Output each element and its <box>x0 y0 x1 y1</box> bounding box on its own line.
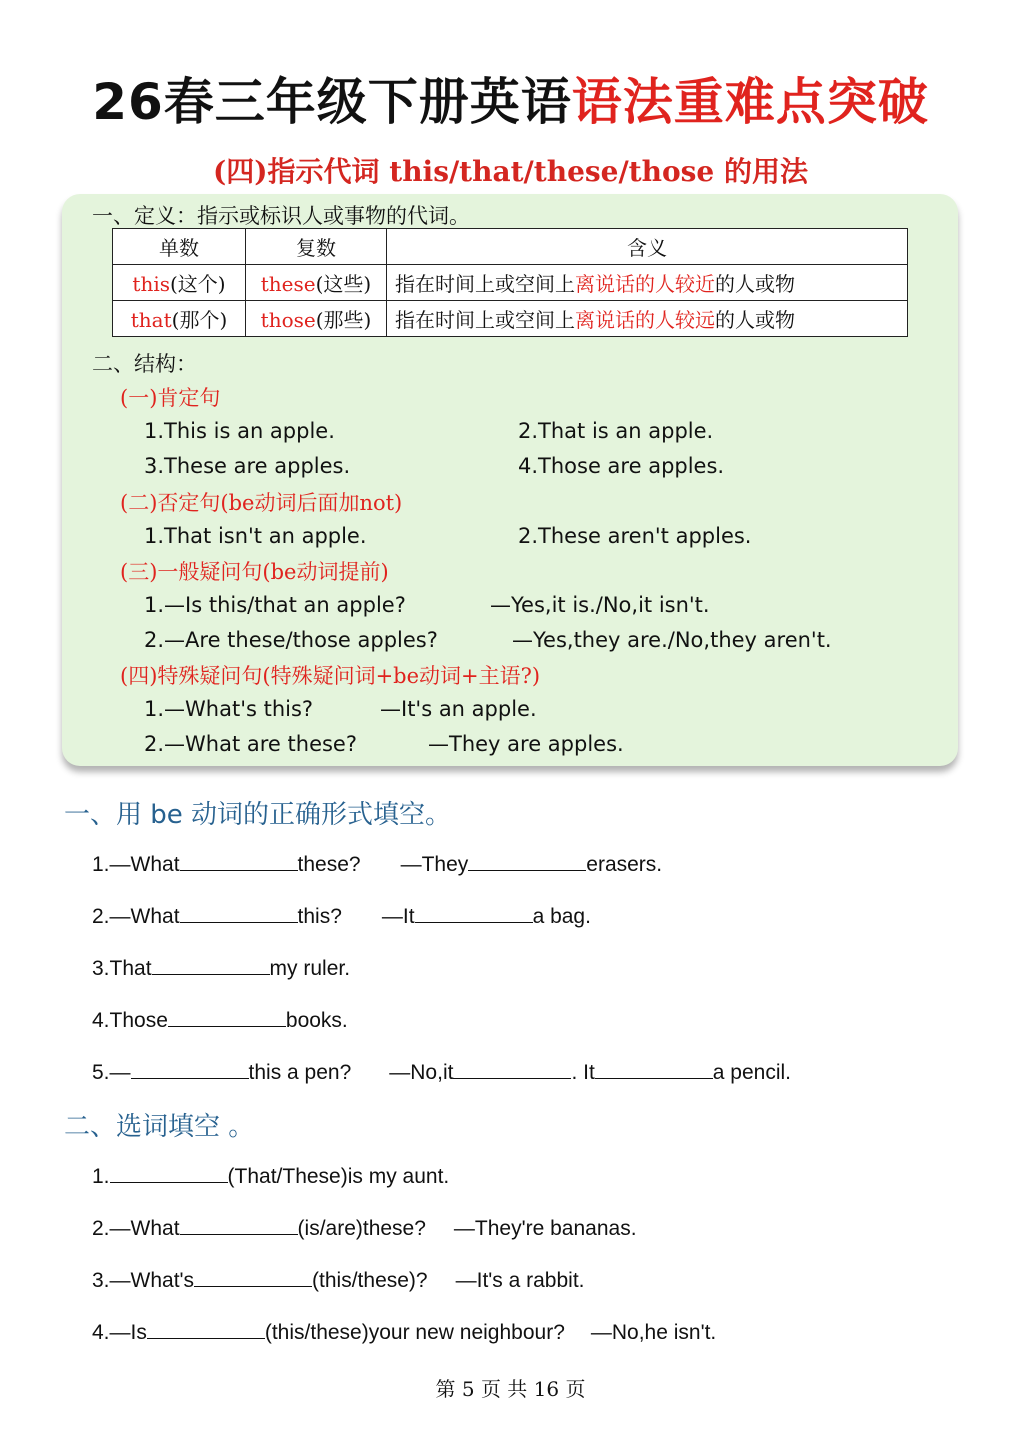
table-header-row <box>113 229 908 265</box>
exercise2-item-3: 3.—What's (this/these)? —It's a rabbit. <box>92 1266 585 1293</box>
wh-heading: (四)特殊疑问句(特殊疑问词+be动词+主语?) <box>120 664 541 688</box>
header-singular: 单数 <box>113 229 246 265</box>
example-question: 1.—Is this/that an apple? <box>144 593 406 617</box>
example-answer: —It's an apple. <box>380 697 537 721</box>
header-plural: 复数 <box>246 229 387 265</box>
answer-blank[interactable] <box>180 1214 298 1235</box>
cell-meaning: 指在时间上或空间上离说话的人较远的人或物 <box>387 301 908 337</box>
affirmative-heading: (一)肯定句 <box>120 386 221 410</box>
exercise2-item-1: 1. (That/These)is my aunt. <box>92 1162 449 1189</box>
cell-singular: that(那个) <box>113 301 246 337</box>
cell-meaning: 指在时间上或空间上离说话的人较近的人或物 <box>387 265 908 301</box>
structure-heading: 二、结构： <box>92 352 197 376</box>
cell-plural: these(这些) <box>246 265 387 301</box>
answer-blank[interactable] <box>453 1058 571 1079</box>
example-line: 3.These are apples. <box>144 454 351 478</box>
cell-singular: this(这个) <box>113 265 246 301</box>
example-answer: —They are apples. <box>428 732 624 756</box>
cell-plural: those(那些) <box>246 301 387 337</box>
yes-no-heading: (三)一般疑问句(be动词提前) <box>120 560 389 584</box>
example-answer: —Yes,they are./No,they aren't. <box>512 628 832 652</box>
answer-blank[interactable] <box>180 850 298 871</box>
exercise1-heading: 一、用 be 动词的正确形式填空。 <box>64 800 452 830</box>
page-subtitle: (四)指示代词 this/that/these/those 的用法 <box>213 155 808 188</box>
example-question: 2.—What are these? <box>144 732 357 756</box>
answer-blank[interactable] <box>131 1058 249 1079</box>
exercise1-item-5: 5.— this a pen? —No,it . It a pencil. <box>92 1058 791 1085</box>
example-line: 1.That isn't an apple. <box>144 524 367 548</box>
answer-blank[interactable] <box>180 902 298 923</box>
grammar-card <box>62 194 958 766</box>
header-meaning: 含义 <box>387 229 908 265</box>
example-line: 2.These aren't apples. <box>518 524 752 548</box>
answer-blank[interactable] <box>194 1266 312 1287</box>
exercise1-item-3: 3.That my ruler. <box>92 954 350 981</box>
example-question: 2.—Are these/those apples? <box>144 628 438 652</box>
table-row <box>113 301 908 337</box>
example-line: 4.Those are apples. <box>518 454 725 478</box>
table-row <box>113 265 908 301</box>
exercise2-item-2: 2.—What (is/are)these? —They're bananas. <box>92 1214 637 1241</box>
answer-blank[interactable] <box>110 1162 228 1183</box>
example-line: 2.That is an apple. <box>518 419 714 443</box>
answer-blank[interactable] <box>415 902 533 923</box>
exercise2-heading: 二、选词填空 。 <box>64 1112 255 1142</box>
example-line: 1.This is an apple. <box>144 419 335 443</box>
title-black: 26春三年级下册英语 <box>92 73 572 131</box>
example-answer: —Yes,it is./No,it isn't. <box>490 593 710 617</box>
exercise1-item-1: 1.—What these? —They erasers. <box>92 850 662 877</box>
exercise2-item-4: 4.—Is (this/these)your new neighbour? —No,he isn't. <box>92 1318 716 1345</box>
definition-table <box>112 228 908 337</box>
exercise1-item-2: 2.—What this? —It a bag. <box>92 902 591 929</box>
example-question: 1.—What's this? <box>144 697 314 721</box>
answer-blank[interactable] <box>468 850 586 871</box>
answer-blank[interactable] <box>595 1058 713 1079</box>
answer-blank[interactable] <box>147 1318 265 1339</box>
negative-heading: (二)否定句(be动词后面加not) <box>120 491 403 515</box>
answer-blank[interactable] <box>168 1006 286 1027</box>
exercise1-item-4: 4.Those books. <box>92 1006 348 1033</box>
page-title <box>0 62 1021 134</box>
page-footer: 第 5 页 共 16 页 <box>435 1377 586 1401</box>
title-red: 语法重难点突破 <box>571 73 929 131</box>
definition-heading: 一、定义：指示或标识人或事物的代词。 <box>92 204 470 228</box>
answer-blank[interactable] <box>152 954 270 975</box>
